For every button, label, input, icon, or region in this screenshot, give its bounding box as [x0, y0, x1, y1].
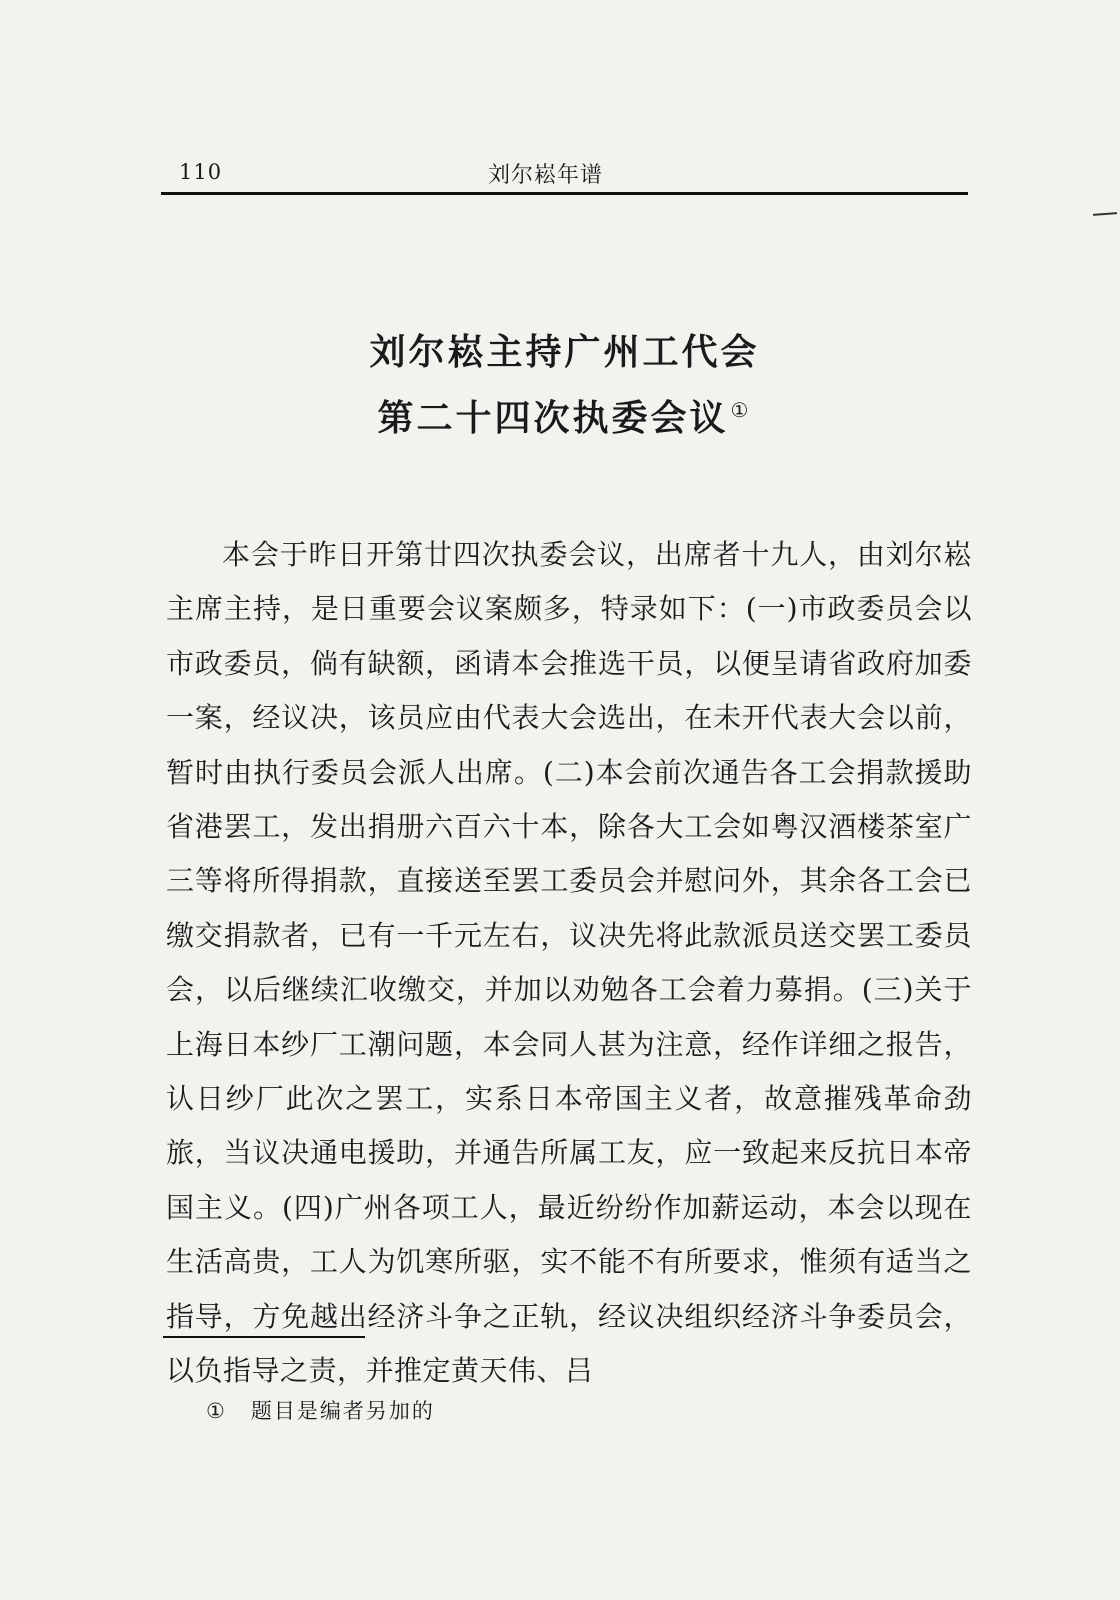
- running-header-title: 刘尔崧年谱: [488, 163, 604, 188]
- body-paragraph: 本会于昨日开第廿四次执委会议，出席者十九人，由刘尔崧主席主持，是日重要会议案颇多，特录如下：(一)市政委员会以市政委员，倘有缺额，函请本会推选干员，以便呈请省政府加委一案，经议决，该员应由代表大会选出，在未开代表大会以前，暂时由执行委员会派人出席。(二)本会前次通告各工会捐款援助省港罢工，发出捐册六百六十本，除各大工会如粤汉酒楼茶室广三等将所得捐款，直接送至罢工委员会并慰问外，其余各工会已缴交捐款者，已有一千元左右，议决先将此款派员送交罢工委员会，以后继续汇收缴交，并加以劝勉各工会着力募捐。(三)关于上海日本纱厂工潮问题，本会同人甚为注意，经作详细之报告，认日纱厂此次之罢工，实系日本帝国主义者，故意摧残革命劲旅，当议决通电援助，并通告所属工友，应一致起来反抗日本帝国主义。(四)广州各项工人，最近纷纷作加薪运动，本会以现在生活高贵，工人为饥寒所驱，实不能不有所要求，惟须有适当之指导，方免越出经济斗争之正轨，经议决组织经济斗争委员会，以负指导之责，并推定黄天伟、吕: [166, 538, 972, 1388]
- footnote-rule: [163, 1336, 365, 1338]
- header-rule: [161, 192, 968, 195]
- footnote-marker: ①: [206, 1399, 227, 1423]
- page-number: 110: [179, 160, 223, 184]
- footnote: [206, 1395, 435, 1425]
- edge-mark: [1093, 212, 1117, 216]
- footnote-text: 题目是编者另加的: [250, 1399, 435, 1423]
- footnote-reference[interactable]: ①: [730, 398, 752, 422]
- article-title-line1: 刘尔崧主持广州工代会: [369, 332, 760, 373]
- article-title-line2: 第二十四次执委会议 ①: [377, 398, 752, 439]
